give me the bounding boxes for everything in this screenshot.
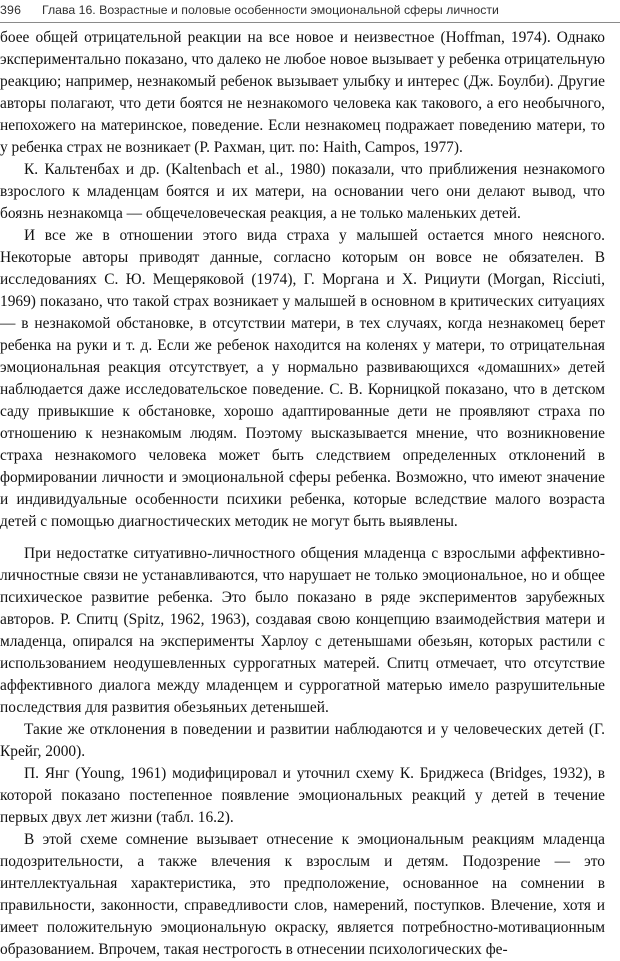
paragraph-7: В этой схеме сомнение вызывает отнесение к эмоциональным реакциям младенца подозрительности, а также влечения к взрослым и детям. Подозрение — это интеллектуальная характеристика, это предположение, основанное на сомнении в правильности, законности, справедливости слов, намерений, поступков. Влечение, хотя и имеет положительную эмоциональную окраску, является потребностно-мотивационным образованием. Впрочем, такая нестрогость в отнесении психологических фе- bbox=[0, 831, 605, 958]
running-header bbox=[0, 0, 620, 23]
page-number: 396 bbox=[0, 3, 22, 17]
chapter-title: Глава 16. Возрастные и половые особенности эмоциональной сферы личности bbox=[42, 3, 499, 17]
body-text bbox=[0, 27, 605, 961]
paragraph-4: При недостатке ситуативно-личностного общения младенца с взрослыми аффективно-личностные связи не устанавливаются, что нарушает не только эмоциональное, но и общее психическое развитие ребенка. Это было показано в ряде экспериментов зарубежных авторов. Р. Спитц (Spitz, 1962, 1963), создавая свою концепцию взаимодействия матери и младенца, опирался на эксперименты Харлоу с детенышами обезьян, которых растили с использованием неодушевленных суррогатных матерей. Спитц отмечает, что отсутствие аффективного диалога между младенцем и суррогатной матерью имело разрушительные последствия для развития обезьяньих детенышей. bbox=[0, 545, 605, 716]
paragraph-1: боее общей отрицательной реакции на все новое и неизвестное (Hoffman, 1974). Однако экспериментально показано, что далеко не любое новое вызывает у ребенка отрицательную реакцию; например, незнакомый ребенок вызывает улыбку и интерес (Дж. Боулби). Другие авторы полагают, что дети боятся не незнакомого человека как такового, а его необычного, непохожего на материнское, поведение. Если незнакомец подражает поведению матери, то у ребенка страх не возникает (Р. Рахман, цит. по: Haith, Campos, 1977). bbox=[0, 29, 605, 156]
paragraph-gap bbox=[0, 533, 605, 543]
paragraph-3: И все же в отношении этого вида страха у малышей остается много неясного. Некоторые авторы приводят данные, согласно которым он вовсе не обязателен. В исследованиях С. Ю. Мещеряковой (1974), Г. Моргана и Х. Рициути (Morgan, Ricciuti, 1969) показано, что такой страх возникает у малышей в основном в критических ситуациях — в незнакомой обстановке, в отсутствии матери, в тех случаях, когда незнакомец берет ребенка на руки и т. д. Если же ребенок находится на коленях у матери, то отрицательная эмоциональная реакция отсутствует, а у нормально развивающихся «домашних» детей наблюдается даже исследовательское поведение. С. В. Корницкой показано, что в детском саду привыкшие к обстановке, хорошо адаптированные дети не проявляют страха по отношению к незнакомым людям. Поэтому высказывается мнение, что возникновение страха незнакомого человека может быть следствием определенных отклонений в формировании личности и эмоциональной сферы ребенка. Возможно, что имеют значение и индивидуальные особенности психики ребенка, которые вследствие малого возраста детей с помощью диагностических методик не могут быть выявлены. bbox=[0, 227, 605, 530]
paragraph-2: К. Кальтенбах и др. (Kaltenbach et al., 1980) показали, что приближения незнакомого взрослого к младенцам боятся и их матери, на основании чего они делают вывод, что боязнь незнакомца — общечеловеческая реакция, а не только маленьких детей. bbox=[0, 161, 605, 222]
paragraph-5: Такие же отклонения в поведении и развитии наблюдаются и у человеческих детей (Г. Крейг, 2000). bbox=[0, 721, 605, 760]
paragraph-6: П. Янг (Young, 1961) модифицировал и уточнил схему К. Бриджеса (Bridges, 1932), в которой показано постепенное появление эмоциональных реакций у детей в течение первых двух лет жизни (табл. 16.2). bbox=[0, 765, 605, 826]
